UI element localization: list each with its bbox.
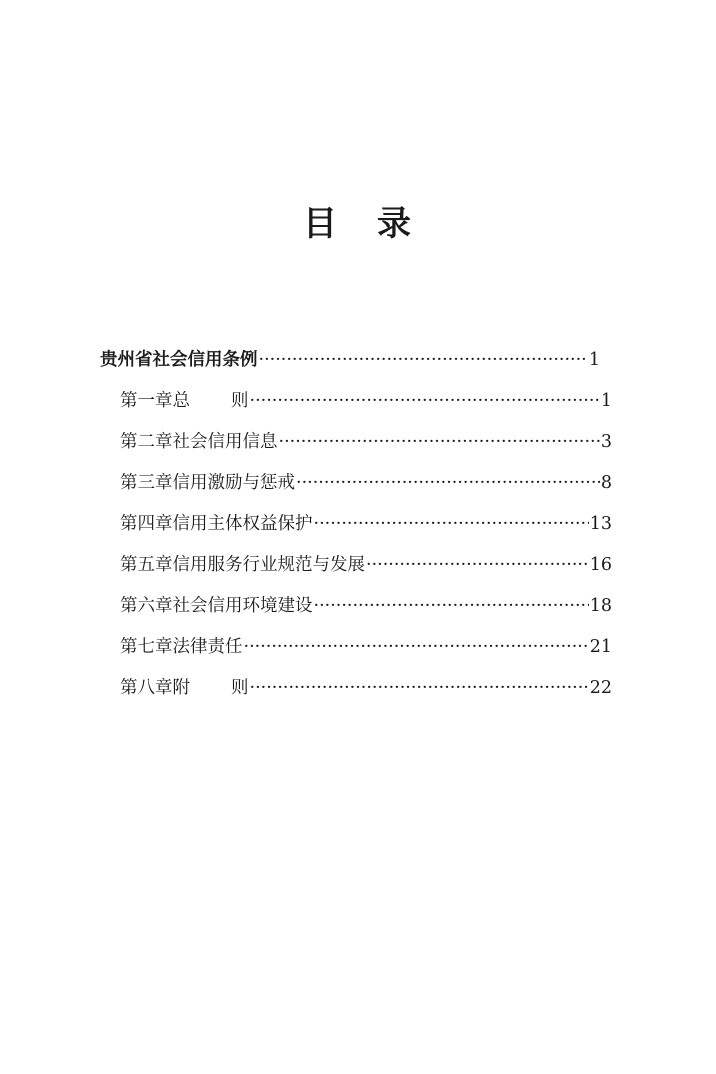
- toc-entry-chapter-3[interactable]: [120, 469, 612, 497]
- dot-leader: [314, 510, 589, 538]
- dot-leader: [296, 469, 600, 497]
- chapter-number: 第八章: [120, 678, 173, 698]
- toc-page-number: 18: [589, 596, 612, 616]
- dot-leader: [244, 633, 589, 661]
- toc-page-number: 1: [588, 350, 600, 370]
- chapter-title: 信用服务行业规范与发展: [172, 555, 365, 575]
- dot-leader: [314, 592, 589, 620]
- chapter-title: [173, 387, 249, 415]
- toc-page-number: 16: [589, 555, 612, 575]
- toc-entry-chapter-2[interactable]: [120, 428, 612, 456]
- dot-leader: [366, 551, 589, 579]
- chapter-number: 第一章: [120, 391, 173, 411]
- chapter-title-char: 总: [172, 391, 190, 411]
- chapter-title-char: 则: [231, 678, 249, 698]
- toc-page-number: 13: [589, 514, 612, 534]
- toc-entry-chapter-8[interactable]: [120, 674, 612, 702]
- chapter-title: 信用主体权益保护: [172, 514, 313, 534]
- toc-page-number: 8: [600, 473, 612, 493]
- chapter-title: 信用激励与惩戒: [172, 473, 295, 493]
- dot-leader: [250, 674, 589, 702]
- chapter-title: 社会信用信息: [172, 432, 278, 452]
- page-title: [0, 196, 716, 245]
- toc-page-number: 21: [589, 637, 612, 657]
- toc-entry-chapter-7[interactable]: [120, 633, 612, 661]
- toc-entry-chapter-6[interactable]: [120, 592, 612, 620]
- chapter-number: 第五章: [120, 555, 173, 575]
- chapter-number: 第七章: [120, 637, 173, 657]
- chapter-title-char: 则: [231, 391, 249, 411]
- chapter-number: 第三章: [120, 473, 173, 493]
- title-char-1: 目: [303, 204, 339, 244]
- chapter-title: 法律责任: [172, 637, 243, 657]
- dot-leader: [259, 346, 588, 374]
- toc-entry-chapter-4[interactable]: [120, 510, 612, 538]
- toc-page-number: 22: [589, 678, 612, 698]
- toc-entry-chapter-1[interactable]: [120, 387, 612, 415]
- toc-entry-main[interactable]: [100, 346, 600, 374]
- toc-page-number: 1: [600, 391, 612, 411]
- chapter-number: 第四章: [120, 514, 173, 534]
- chapter-title: 社会信用环境建设: [172, 596, 313, 616]
- toc-page-number: 3: [600, 432, 612, 452]
- title-char-2: 录: [377, 204, 413, 244]
- toc-entry-label: 贵州省社会信用条例: [100, 350, 258, 370]
- toc-entry-chapter-5[interactable]: [120, 551, 612, 579]
- dot-leader: [250, 387, 600, 415]
- dot-leader: [279, 428, 600, 456]
- chapter-number: 第二章: [120, 432, 173, 452]
- chapter-title: [173, 674, 249, 702]
- chapter-title-char: 附: [172, 678, 190, 698]
- chapter-number: 第六章: [120, 596, 173, 616]
